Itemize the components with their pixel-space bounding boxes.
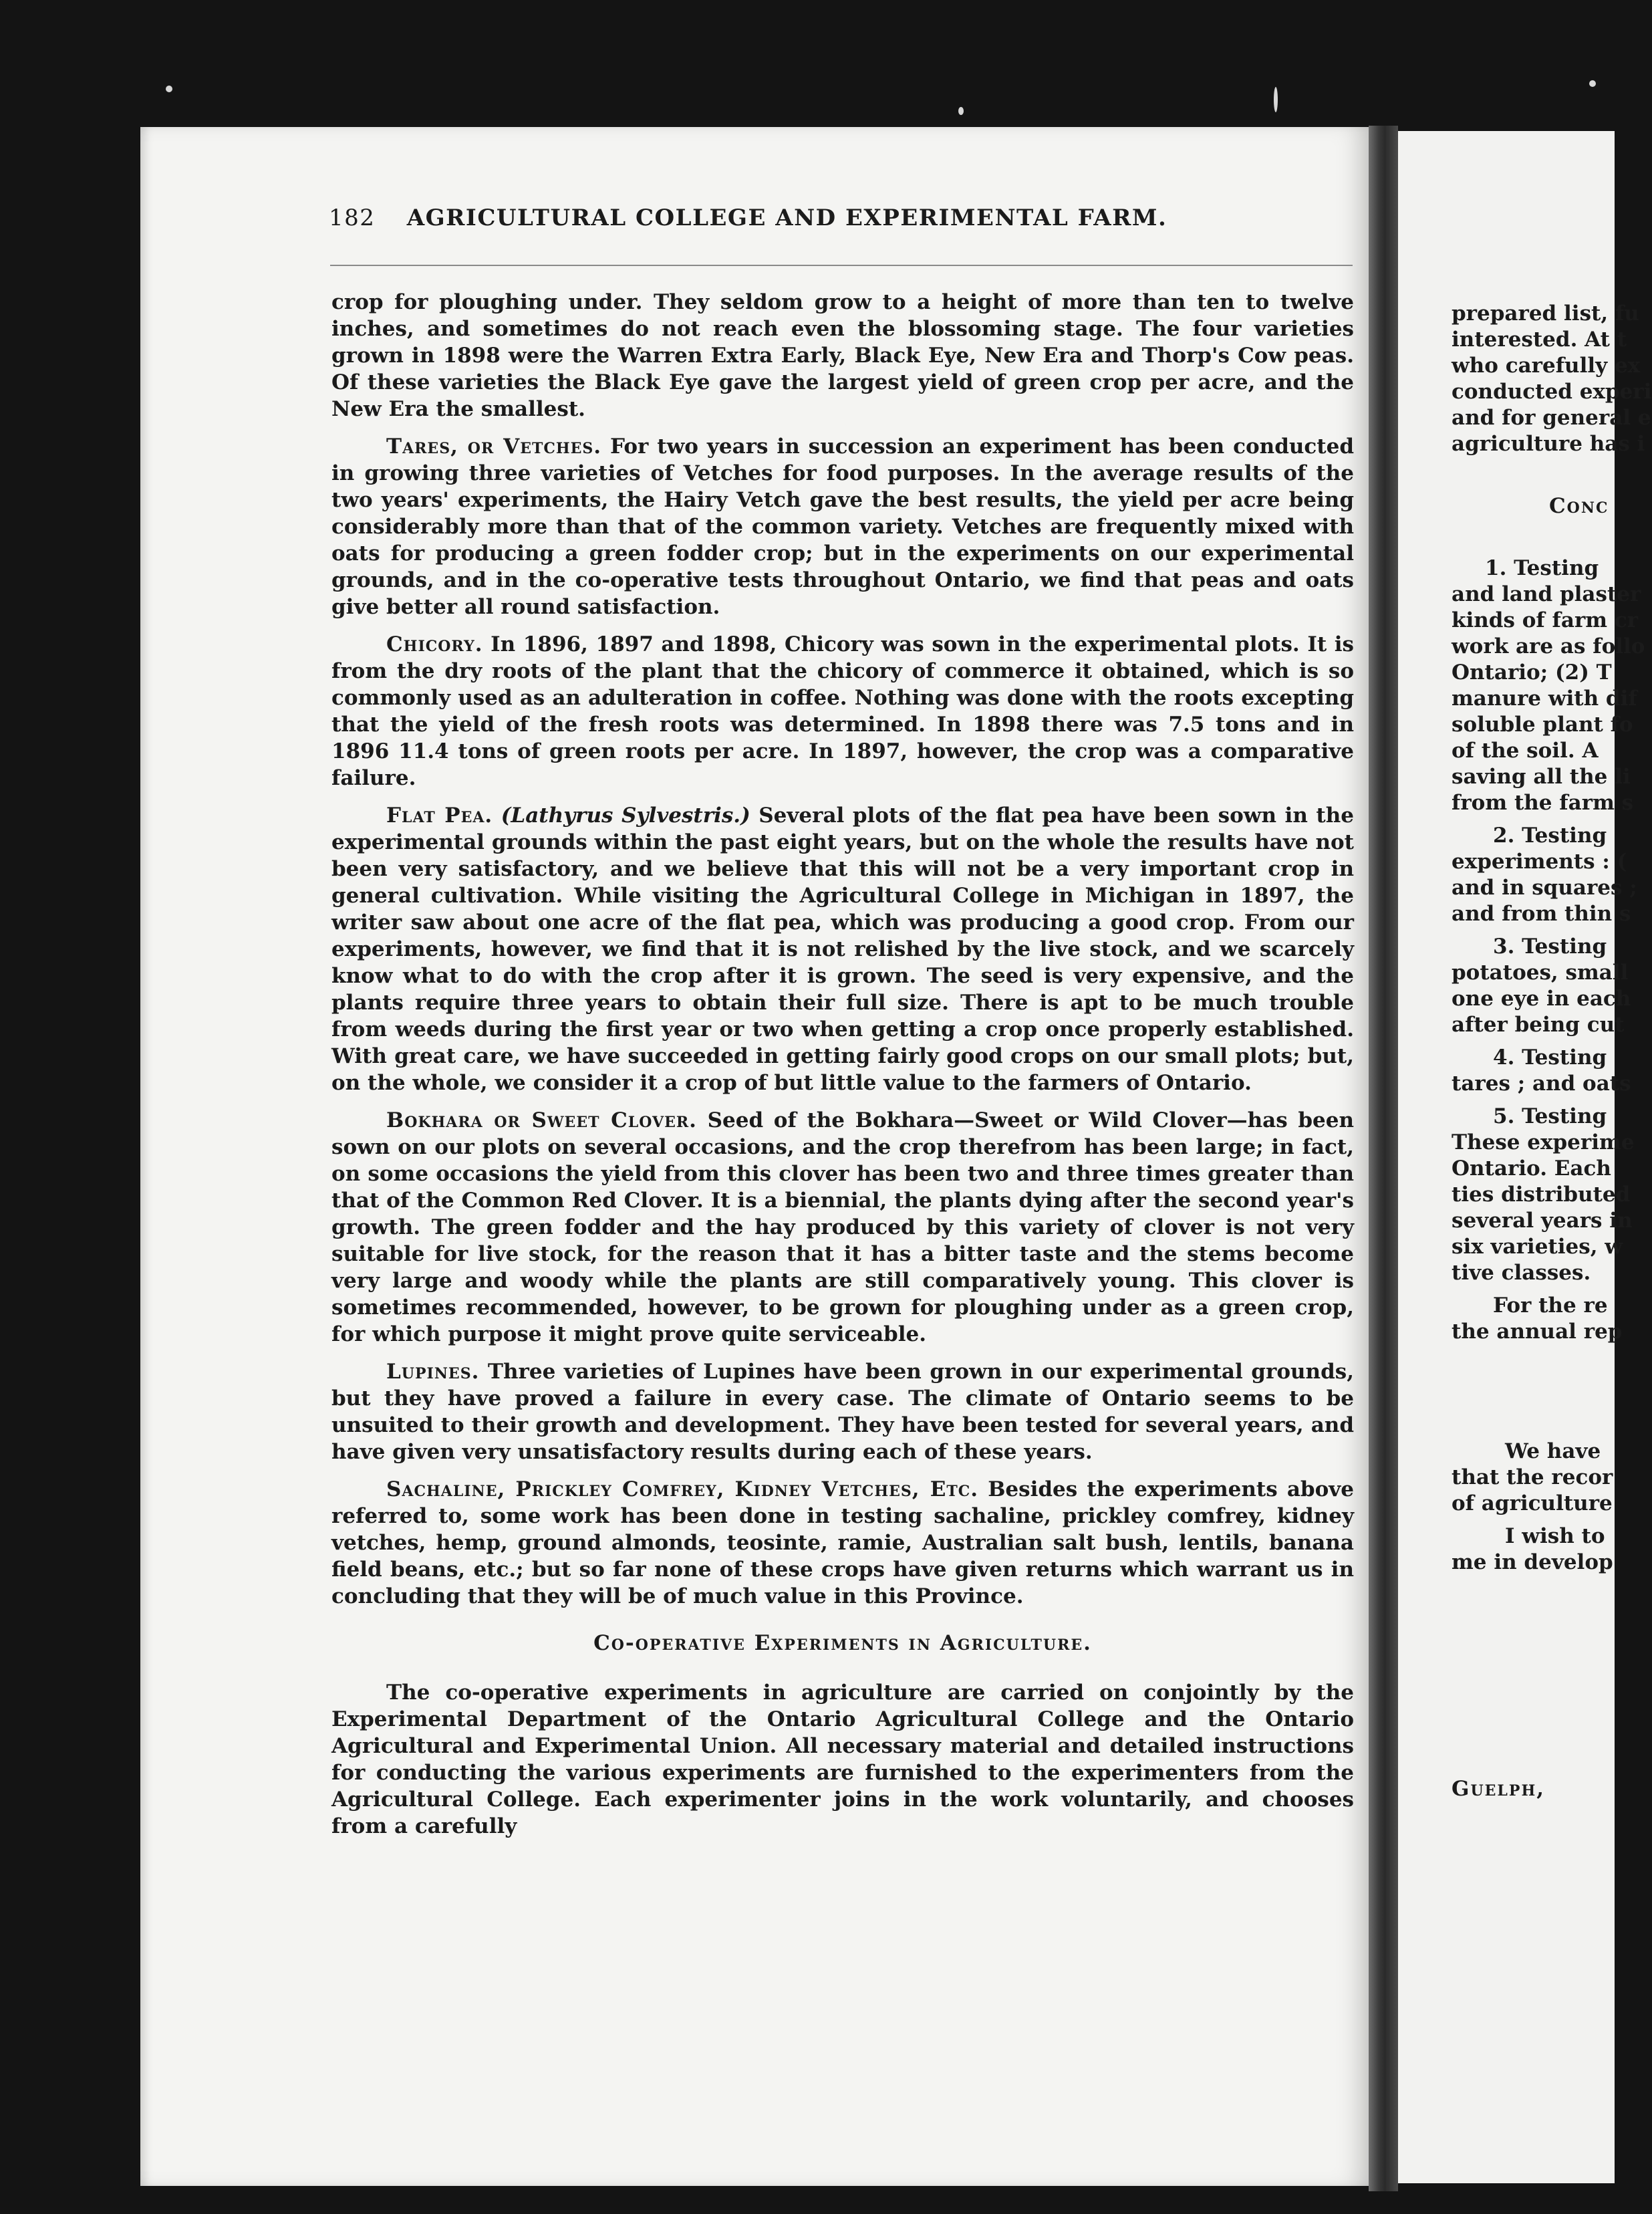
text-line: of the soil. A [1452, 739, 1599, 763]
text-line: several years in [1452, 1209, 1633, 1233]
running-head [329, 205, 1264, 238]
scan-speck [166, 86, 172, 92]
page-number: 182 [329, 205, 376, 231]
paragraph-lead: Chicory. [386, 632, 483, 656]
text-line: after being cut [1452, 1013, 1625, 1037]
paragraph-lead: Flat Pea. [386, 804, 493, 828]
text-line: I wish to [1505, 1524, 1605, 1548]
right-footer-place: Guelph, [1452, 1777, 1546, 1801]
paragraph-cow-peas [331, 289, 1354, 422]
text-line: interested. At t [1452, 328, 1627, 352]
paragraph-sachaline [331, 1476, 1354, 1610]
scan-speck [1589, 80, 1596, 87]
text-line: agriculture has i [1452, 432, 1645, 456]
right-page-text [1452, 301, 1652, 1802]
section-heading: Co-operative Experiments in Agriculture. [593, 1631, 1092, 1655]
paragraph-text: Seed of the Bokhara—Sweet or Wild Clover—has been sown on our plots on several occasions, and the crop therefrom has been large; in fact, on some occasions the yield from this clover has been two and three times greater than that of the Common Red Clover. It is a biennial, the plants dying after the second year's growth. The green fodder and the hay produced by this variety of clover is not very suitable for live stock, for the reason that it has a bitter taste and the stems become very large and woody while the plants are still comparatively young. This clover is sometimes recommended, however, to be grown for ploughing under as a green crop, for which purpose it might prove quite serviceable. [331, 1108, 1354, 1346]
text-line: six varieties, w [1452, 1235, 1623, 1259]
scan-speck [1274, 87, 1278, 112]
text-line: Ontario; (2) T [1452, 660, 1612, 685]
text-line: kinds of farm cr [1452, 608, 1639, 632]
text-line: manure with dif [1452, 687, 1637, 711]
text-line: potatoes, small [1452, 961, 1629, 985]
text-line: prepared list, fu [1452, 301, 1639, 326]
text-line: and for general e [1452, 406, 1651, 430]
paragraph-text: In 1896, 1897 and 1898, Chicory was sown in the experimental plots. It is from the dry roots of the plant that the chicory of commerce it obtained, which is so commonly used as an adulteration in coffee. Nothing was done with the roots excepting that the yield of the fresh roots was determined. In 1898 there was 7.5 tons and in 1896 11.4 tons of green roots per acre. In 1897, however, the crop was a comparative failure. [331, 632, 1354, 790]
paragraph-text: crop for ploughing under. They seldom grow to a height of more than ten to twelve inches, and sometimes do not reach even the blossoming stage. The four varieties grown in 1898 were the Warren Extra Early, Black Eye, New Era and Thorp's Cow peas. Of these varieties the Black Eye gave the largest yield of green crop per acre, and the New Era the smallest. [331, 290, 1354, 421]
text-line: me in develop [1452, 1550, 1613, 1574]
text-line: the annual rep [1452, 1320, 1623, 1344]
text-line: tares ; and oats [1452, 1072, 1631, 1096]
text-line: We have [1505, 1439, 1601, 1463]
left-page-body [331, 289, 1354, 1850]
scan-speck [958, 107, 964, 115]
text-line: who carefully ex [1452, 354, 1641, 378]
paragraph-tares [331, 433, 1354, 620]
text-line: experiments : ( [1452, 850, 1627, 874]
text-line: tive classes. [1452, 1261, 1591, 1285]
text-line: soluble plant fo [1452, 713, 1633, 737]
paragraph-co-operative: The co-operative experiments in agriculture are carried on conjointly by the Experimental Department of the Ontario Agricultural College and the Ontario Agricultural and Experimental Union. All necessary material and detailed instructions for conducting the various experiments are furnished to the experimenters from the Agricultural College. Each experimenter joins in the work voluntarily, and chooses from a carefully [331, 1681, 1354, 1838]
book-gutter [1369, 126, 1398, 2191]
text-line: 2. Testing [1493, 824, 1607, 848]
paragraph-lead: Lupines. [386, 1360, 480, 1384]
right-section-heading: Conc [1549, 494, 1609, 518]
paragraph-lead: Bokhara or Sweet Clover. [386, 1108, 697, 1132]
text-line: These experime [1452, 1130, 1635, 1154]
paragraph-sweet-clover [331, 1107, 1354, 1348]
text-line: of agriculture [1452, 1491, 1613, 1515]
text-line: conducted experi [1452, 380, 1652, 404]
paragraph-text: Three varieties of Lupines have been grown in our experimental grounds, but they have proved a failure in every case. The climate of Ontario seems to be unsuited to their growth and development. They have been tested for several years, and have given very unsatisfactory results during each of these years. [331, 1360, 1354, 1464]
text-line: 5. Testing [1493, 1104, 1607, 1128]
paragraph-lead: Sachaline, Prickley Comfrey, Kidney Vetches, Etc. [386, 1477, 979, 1501]
text-line: and from thin s [1452, 902, 1631, 926]
text-line: work are as follo [1452, 634, 1645, 658]
text-line: 4. Testing [1493, 1046, 1607, 1070]
paragraph-lupines [331, 1358, 1354, 1465]
header-rule [330, 265, 1353, 266]
paragraph-text: For two years in succession an experiment has been conducted in growing three varieties of Vetches for food purposes. In the average results of the two years' experiments, the Hairy Vetch gave the best results, the yield per acre being considerably more than that of the common variety. Vetches are frequently mixed with oats for producing a green fodder crop; but in the experiments on our experimental grounds, and in the co-operative tests throughout Ontario, we find that peas and oats give better all round satisfaction. [331, 435, 1354, 619]
text-line: from the farm s [1452, 791, 1634, 815]
text-line: 3. Testing [1493, 935, 1607, 959]
latin-name: (Lathyrus Sylvestris.) [501, 804, 750, 828]
paragraph-chicory [331, 631, 1354, 791]
text-line: Ontario. Each [1452, 1156, 1611, 1181]
paragraph-flat-pea [331, 802, 1354, 1096]
paragraph-lead: Tares, or Vetches. [386, 435, 602, 459]
text-line: one eye in each [1452, 987, 1631, 1011]
text-line: and land plaster [1452, 582, 1641, 606]
text-line: and in squares ; [1452, 876, 1637, 900]
text-line: that the recor [1452, 1465, 1613, 1489]
paragraph-text: Besides the experiments above referred to, some work has been done in testing sachaline, prickley comfrey, kidney vetches, hemp, ground almonds, teosinte, ramie, Australian salt bush, lentils, banana field beans, etc.; but so far none of these crops have given returns which warrant us in concluding that they will be of much value in this Province. [331, 1477, 1354, 1608]
text-line: saving all the li [1452, 765, 1631, 789]
running-title: AGRICULTURAL COLLEGE AND EXPERIMENTAL FARM. [406, 205, 1167, 231]
text-line: ties distributed [1452, 1183, 1631, 1207]
paragraph-text: Several plots of the flat pea have been sown in the experimental grounds within the past eight years, but on the whole the results have not been very satisfactory, and we believe that this will not be a very important crop in general cultivation. While visiting the Agricultural College in Michigan in 1897, the writer saw about one acre of the flat pea, which was producing a good crop. From our experiments, however, we find that it is not relished by the live stock, and we scarcely know what to do with the crop after it is grown. The seed is very expensive, and the plants require three years to obtain their full size. There is apt to be much trouble from weeds during the first year or two when getting a crop once properly established. With great care, we have succeeded in getting fairly good crops on our small plots; but, on the whole, we consider it a crop of but little value to the farmers of Ontario. [331, 804, 1354, 1095]
text-line: For the re [1493, 1294, 1608, 1318]
text-line: 1. Testing [1485, 556, 1599, 580]
